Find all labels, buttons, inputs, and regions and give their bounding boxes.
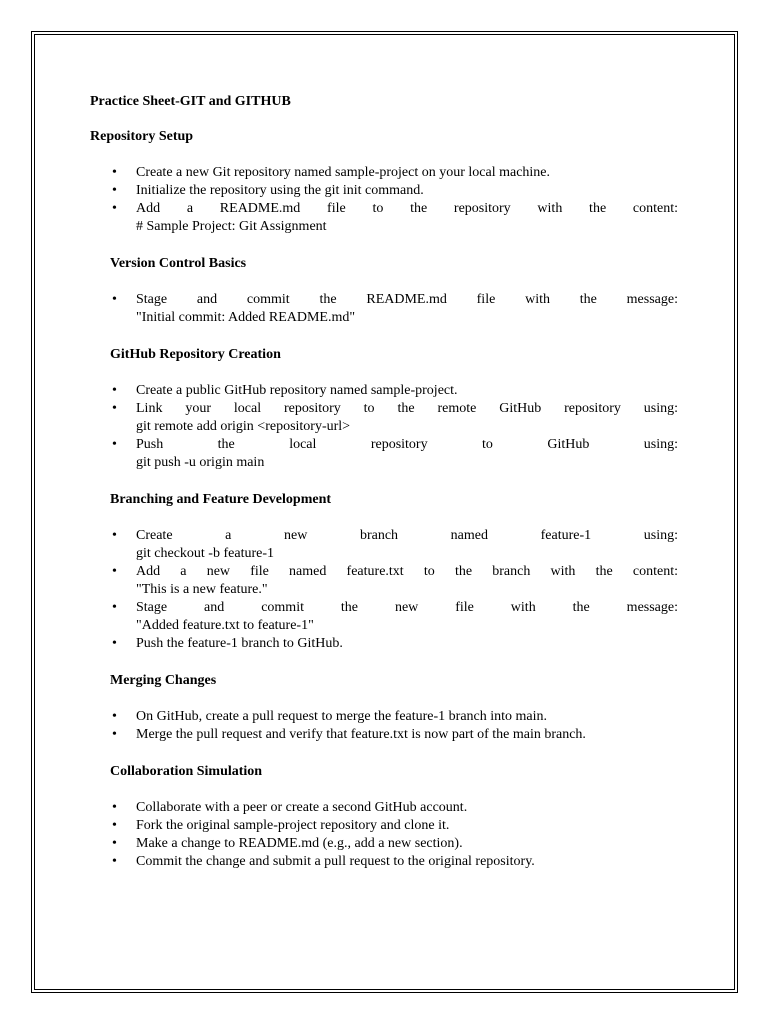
list-repository-setup <box>90 164 678 236</box>
list-item: • Stage and commit the new file with the message: "Added feature.txt to feature-1" <box>90 599 678 635</box>
list-collaboration-simulation <box>90 799 678 871</box>
section-heading-repository-setup: Repository Setup <box>90 129 194 144</box>
list-item: • On GitHub, create a pull request to merge the feature-1 branch into main. <box>90 708 678 726</box>
list-item: • Collaborate with a peer or create a second GitHub account. <box>90 799 678 817</box>
list-item: • Create a public GitHub repository named sample-project. <box>90 382 678 400</box>
list-merging-changes <box>90 708 678 744</box>
list-item: • Create a new Git repository named sample-project on your local machine. <box>90 164 678 182</box>
document-body <box>90 93 678 871</box>
list-item: • Add a README.md file to the repository with the content: # Sample Project: Git Assignment <box>90 200 678 236</box>
list-item: • Commit the change and submit a pull request to the original repository. <box>90 853 678 871</box>
section-heading-merging-changes: Merging Changes <box>110 673 217 688</box>
section-heading-version-control-basics: Version Control Basics <box>110 256 247 271</box>
list-branching-feature-development <box>90 527 678 653</box>
list-item: • Initialize the repository using the git init command. <box>90 182 678 200</box>
document-title: Practice Sheet-GIT and GITHUB <box>90 94 291 109</box>
list-github-repository-creation <box>90 382 678 472</box>
list-item: • Link your local repository to the remote GitHub repository using: git remote add origin <repository-url> <box>90 400 678 436</box>
list-item: • Merge the pull request and verify that feature.txt is now part of the main branch. <box>90 726 678 744</box>
list-version-control-basics <box>90 291 678 327</box>
list-item: • Push the local repository to GitHub using: git push -u origin main <box>90 436 678 472</box>
list-item: • Stage and commit the README.md file with the message: "Initial commit: Added README.md" <box>90 291 678 327</box>
list-item: • Make a change to README.md (e.g., add a new section). <box>90 835 678 853</box>
list-item: • Push the feature-1 branch to GitHub. <box>90 635 678 653</box>
section-heading-branching-feature-development: Branching and Feature Development <box>110 492 332 507</box>
section-heading-github-repository-creation: GitHub Repository Creation <box>110 347 281 362</box>
list-item: • Add a new file named feature.txt to the branch with the content: "This is a new feature." <box>90 563 678 599</box>
section-heading-collaboration-simulation: Collaboration Simulation <box>110 764 263 779</box>
list-item: • Create a new branch named feature-1 using: git checkout -b feature-1 <box>90 527 678 563</box>
list-item: • Fork the original sample-project repository and clone it. <box>90 817 678 835</box>
